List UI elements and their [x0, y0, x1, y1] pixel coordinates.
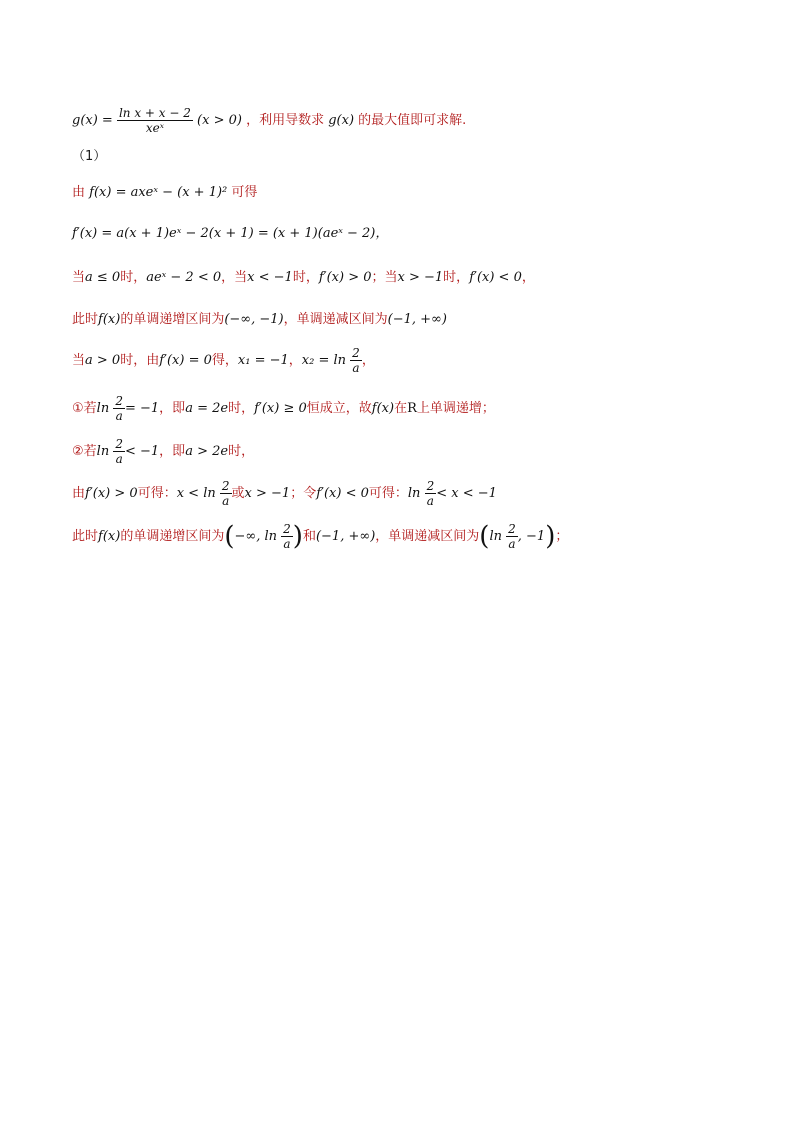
l10-a: 由 [72, 486, 86, 501]
l7-m2: f′(x) = 0 [159, 353, 212, 368]
l8-b: ，即 [159, 401, 186, 416]
f-definition: f(x) = axeˣ − (x + 1)² [89, 185, 228, 200]
g-def-fraction [117, 106, 193, 135]
line-1-text: ，利用导数求 [246, 113, 325, 128]
line-11 [72, 522, 568, 551]
g-def-denominator: xeˣ [145, 121, 164, 135]
l8-a: ①若 [72, 401, 97, 416]
l10-d: ；令 [290, 486, 317, 501]
l9-b: ，即 [159, 444, 186, 459]
l7-e: ， [361, 353, 375, 368]
l6-m2: (−∞, −1) [224, 312, 284, 327]
g-def-lhs: g(x) = [72, 113, 117, 128]
l11-c: 和 [302, 529, 316, 544]
line-1-tail: 的最大值即可求解. [358, 113, 467, 128]
l10-m3: x > −1 [244, 486, 291, 501]
l6-m3: (−1, +∞) [387, 312, 447, 327]
l11-paren-2: ) [292, 521, 303, 552]
l10-c: 或 [231, 486, 245, 501]
l7-c: 得， [211, 353, 238, 368]
l5-m3: x < −1 [247, 270, 293, 285]
l5-e: ；当 [371, 270, 398, 285]
line-3-pre: 由 [72, 185, 86, 200]
l8-c: 时， [228, 401, 255, 416]
l7-m4: x₂ = ln [301, 353, 347, 368]
l5-m1: a ≤ 0 [85, 270, 121, 285]
l10-m4: f′(x) < 0 [316, 486, 369, 501]
l11-m3: (−1, +∞) [315, 529, 376, 544]
l5-b: 时， [120, 270, 147, 285]
line-9 [72, 437, 254, 466]
l10-m6: < x < −1 [436, 486, 497, 501]
l5-m5: x > −1 [397, 270, 444, 285]
l11-frac-den: a [283, 537, 291, 551]
l5-a: 当 [72, 270, 86, 285]
line-5 [72, 269, 535, 287]
l9-m2: < −1 [124, 444, 160, 459]
l10-frac-den: a [222, 494, 230, 508]
l11-b: 的单调递增区间为 [120, 529, 225, 544]
l8-m2: = −1 [124, 401, 160, 416]
line-3-post: 可得 [231, 185, 258, 200]
l10-frac2-den: a [426, 494, 434, 508]
line-1 [72, 106, 466, 135]
l7-d: ， [288, 353, 302, 368]
l5-m4: f′(x) > 0 [318, 270, 372, 285]
l8-m4: f′(x) ≥ 0 [254, 401, 307, 416]
line-8 [72, 394, 495, 423]
l10-frac-2 [425, 479, 437, 508]
l9-frac-num: 2 [115, 437, 123, 451]
l10-frac-num: 2 [221, 479, 230, 493]
l11-frac2-num: 2 [508, 522, 516, 536]
l11-frac [281, 522, 293, 551]
l6-c: ，单调递减区间为 [283, 312, 388, 327]
l11-e: ； [555, 529, 569, 544]
line-7 [72, 346, 375, 375]
l9-frac [113, 437, 125, 466]
l8-frac-den: a [115, 409, 123, 423]
line-3 [72, 184, 257, 202]
l6-b: 的单调递增区间为 [120, 312, 225, 327]
part-label: （1） [72, 149, 107, 164]
l5-f: 时， [443, 270, 470, 285]
l11-d: ，单调递减区间为 [375, 529, 480, 544]
l10-m2: x < ln [176, 486, 216, 501]
l11-paren-3: ( [479, 521, 490, 552]
l9-frac-den: a [115, 452, 123, 466]
l11-paren-1: ( [224, 521, 235, 552]
l10-m1: f′(x) > 0 [85, 486, 138, 501]
l9-c: 时， [228, 444, 255, 459]
l7-frac [350, 346, 362, 375]
l11-a: 此时 [72, 529, 99, 544]
g-def-domain: (x > 0) [197, 113, 242, 128]
l9-a: ②若 [72, 444, 97, 459]
derivative-expression: f′(x) = a(x + 1)eˣ − 2(x + 1) = (x + 1)(aeˣ − 2)， [72, 226, 389, 241]
g-def-numerator: ln x + x − 2 [118, 106, 191, 120]
l9-m1: ln [96, 444, 110, 459]
l7-m3: x₁ = −1 [237, 353, 289, 368]
l5-c: ，当 [221, 270, 248, 285]
l8-d: 恒成立，故 [306, 401, 372, 416]
l7-b: 时，由 [120, 353, 160, 368]
l8-m6: R [407, 401, 417, 416]
l9-m3: a > 2e [185, 444, 229, 459]
l11-frac-2 [506, 522, 518, 551]
l8-m5: f(x) [371, 401, 395, 416]
l11-m2: −∞, ln [234, 529, 278, 544]
l7-frac-num: 2 [352, 346, 360, 360]
l8-f: 上单调递增； [416, 401, 495, 416]
l7-m1: a > 0 [85, 353, 121, 368]
l7-a: 当 [72, 353, 86, 368]
g-of-x: g(x) [328, 113, 355, 128]
l5-d: 时， [292, 270, 319, 285]
l10-b: 可得： [137, 486, 177, 501]
l11-m1: f(x) [98, 529, 121, 544]
l5-m2: aeˣ − 2 < 0 [146, 270, 222, 285]
l10-m5: ln [407, 486, 421, 501]
l6-m1: f(x) [98, 312, 121, 327]
l7-frac-den: a [352, 361, 360, 375]
l6-a: 此时 [72, 312, 99, 327]
line-4 [72, 225, 388, 243]
l5-m6: f′(x) < 0 [469, 270, 522, 285]
l10-frac2-num: 2 [426, 479, 435, 493]
line-10 [72, 479, 497, 508]
l11-frac-num: 2 [283, 522, 291, 536]
l8-frac [113, 394, 125, 423]
line-6 [72, 311, 447, 329]
l8-e: 在 [394, 401, 408, 416]
l11-m4: ln [489, 529, 502, 544]
l11-frac2-den: a [508, 537, 516, 551]
l10-frac [220, 479, 232, 508]
l11-m5: , −1 [517, 529, 546, 544]
l8-frac-num: 2 [115, 394, 123, 408]
l11-paren-4: ) [545, 521, 556, 552]
l10-e: 可得： [368, 486, 408, 501]
l8-m3: a = 2e [185, 401, 229, 416]
l5-g: ， [521, 270, 535, 285]
l8-m1: ln [96, 401, 110, 416]
